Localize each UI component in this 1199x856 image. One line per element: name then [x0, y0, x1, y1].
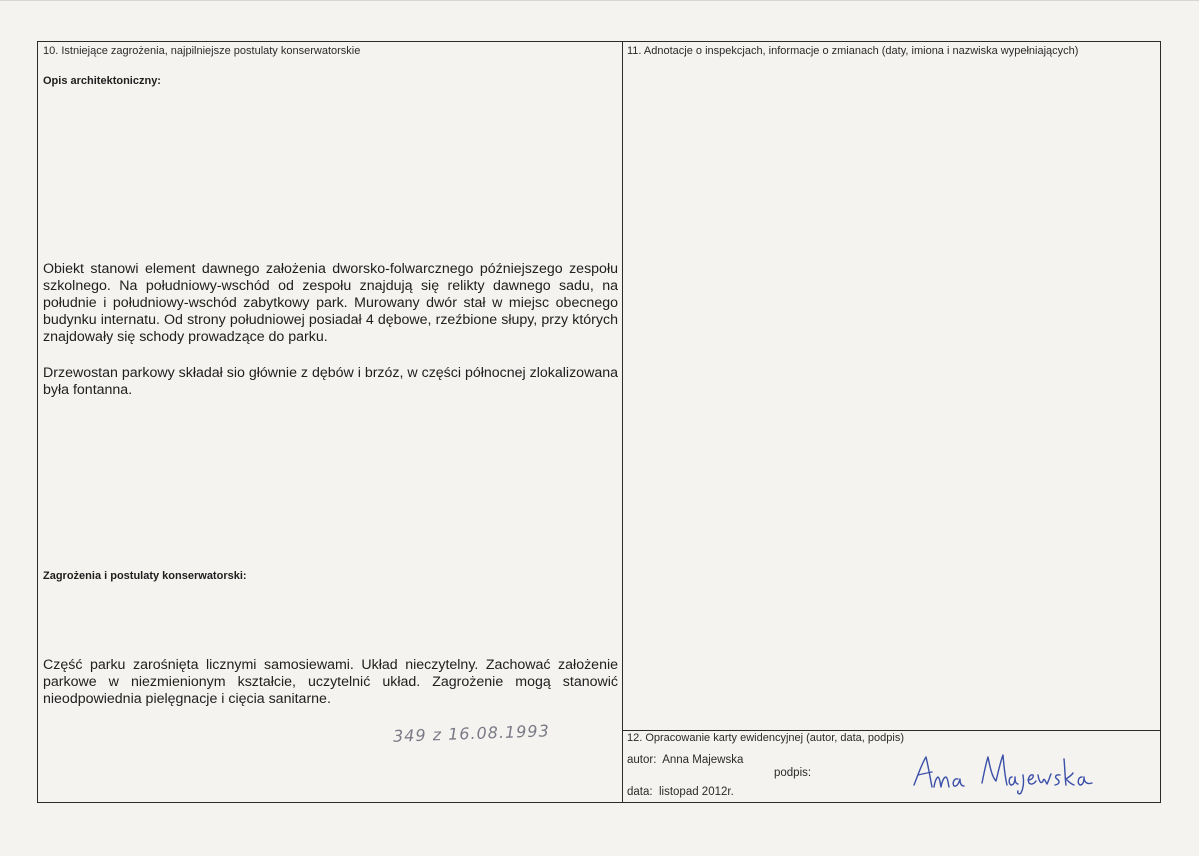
author-label: autor:: [627, 754, 657, 766]
section12-title: 12. Opracowanie karty ewidencyjnej (autor, data, podpis): [627, 732, 904, 744]
author-value: Anna Majewska: [662, 754, 744, 766]
column-divider: [622, 42, 623, 802]
author-row: [627, 754, 743, 766]
handwritten-note: 349 z 16.08.1993: [392, 721, 551, 746]
date-row: [627, 786, 734, 798]
arch-paragraph-1: Obiekt stanowi element dawnego założenia dworsko-folwarcznego późniejszego zespołu szkolnego. Na południowy-wschód od zespołu znajdują się relikty dawnego sadu, na południe i południowy-wschód zabytkowy park. Murowany dwór stał w miejsc obecnego budynku internatu. Od strony południowej posiadał 4 dębowe, rzeźbione słupy, przy których znajdowały się schody prowadzące do parku.: [43, 261, 618, 345]
signature-label: podpis:: [774, 767, 812, 779]
threats-paragraph: Część parku zarośnięta licznymi samosiewami. Układ nieczytelny. Zachować założenie parkowe w niezmienionym kształcie, uczytelnić układ. Zagrożenie mogą stanowić nieodpowiednia pielęgnacje i cięcia sanitarne.: [43, 657, 618, 707]
page-top-edge: [0, 0, 1199, 1]
arch-paragraph-2: Drzewostan parkowy składał sio głównie z dębów i brzóz, w części północnej zlokalizowana była fontanna.: [43, 365, 618, 398]
section11-title: 11. Adnotacje o inspekcjach, informacje o zmianach (daty, imiona i nazwiska wypełniających): [627, 45, 1079, 57]
section10-title: 10. Istniejące zagrożenia, najpilniejsze postulaty konserwatorskie: [43, 45, 361, 57]
arch-heading: Opis architektoniczny:: [43, 75, 161, 87]
section12-divider: [622, 730, 1160, 731]
signature-image: [908, 747, 1098, 797]
form-frame: [37, 41, 1161, 803]
threats-heading: Zagrożenia i postulaty konserwatorski:: [43, 570, 247, 582]
date-value: listopad 2012r.: [658, 786, 734, 798]
date-label: data:: [627, 786, 653, 798]
